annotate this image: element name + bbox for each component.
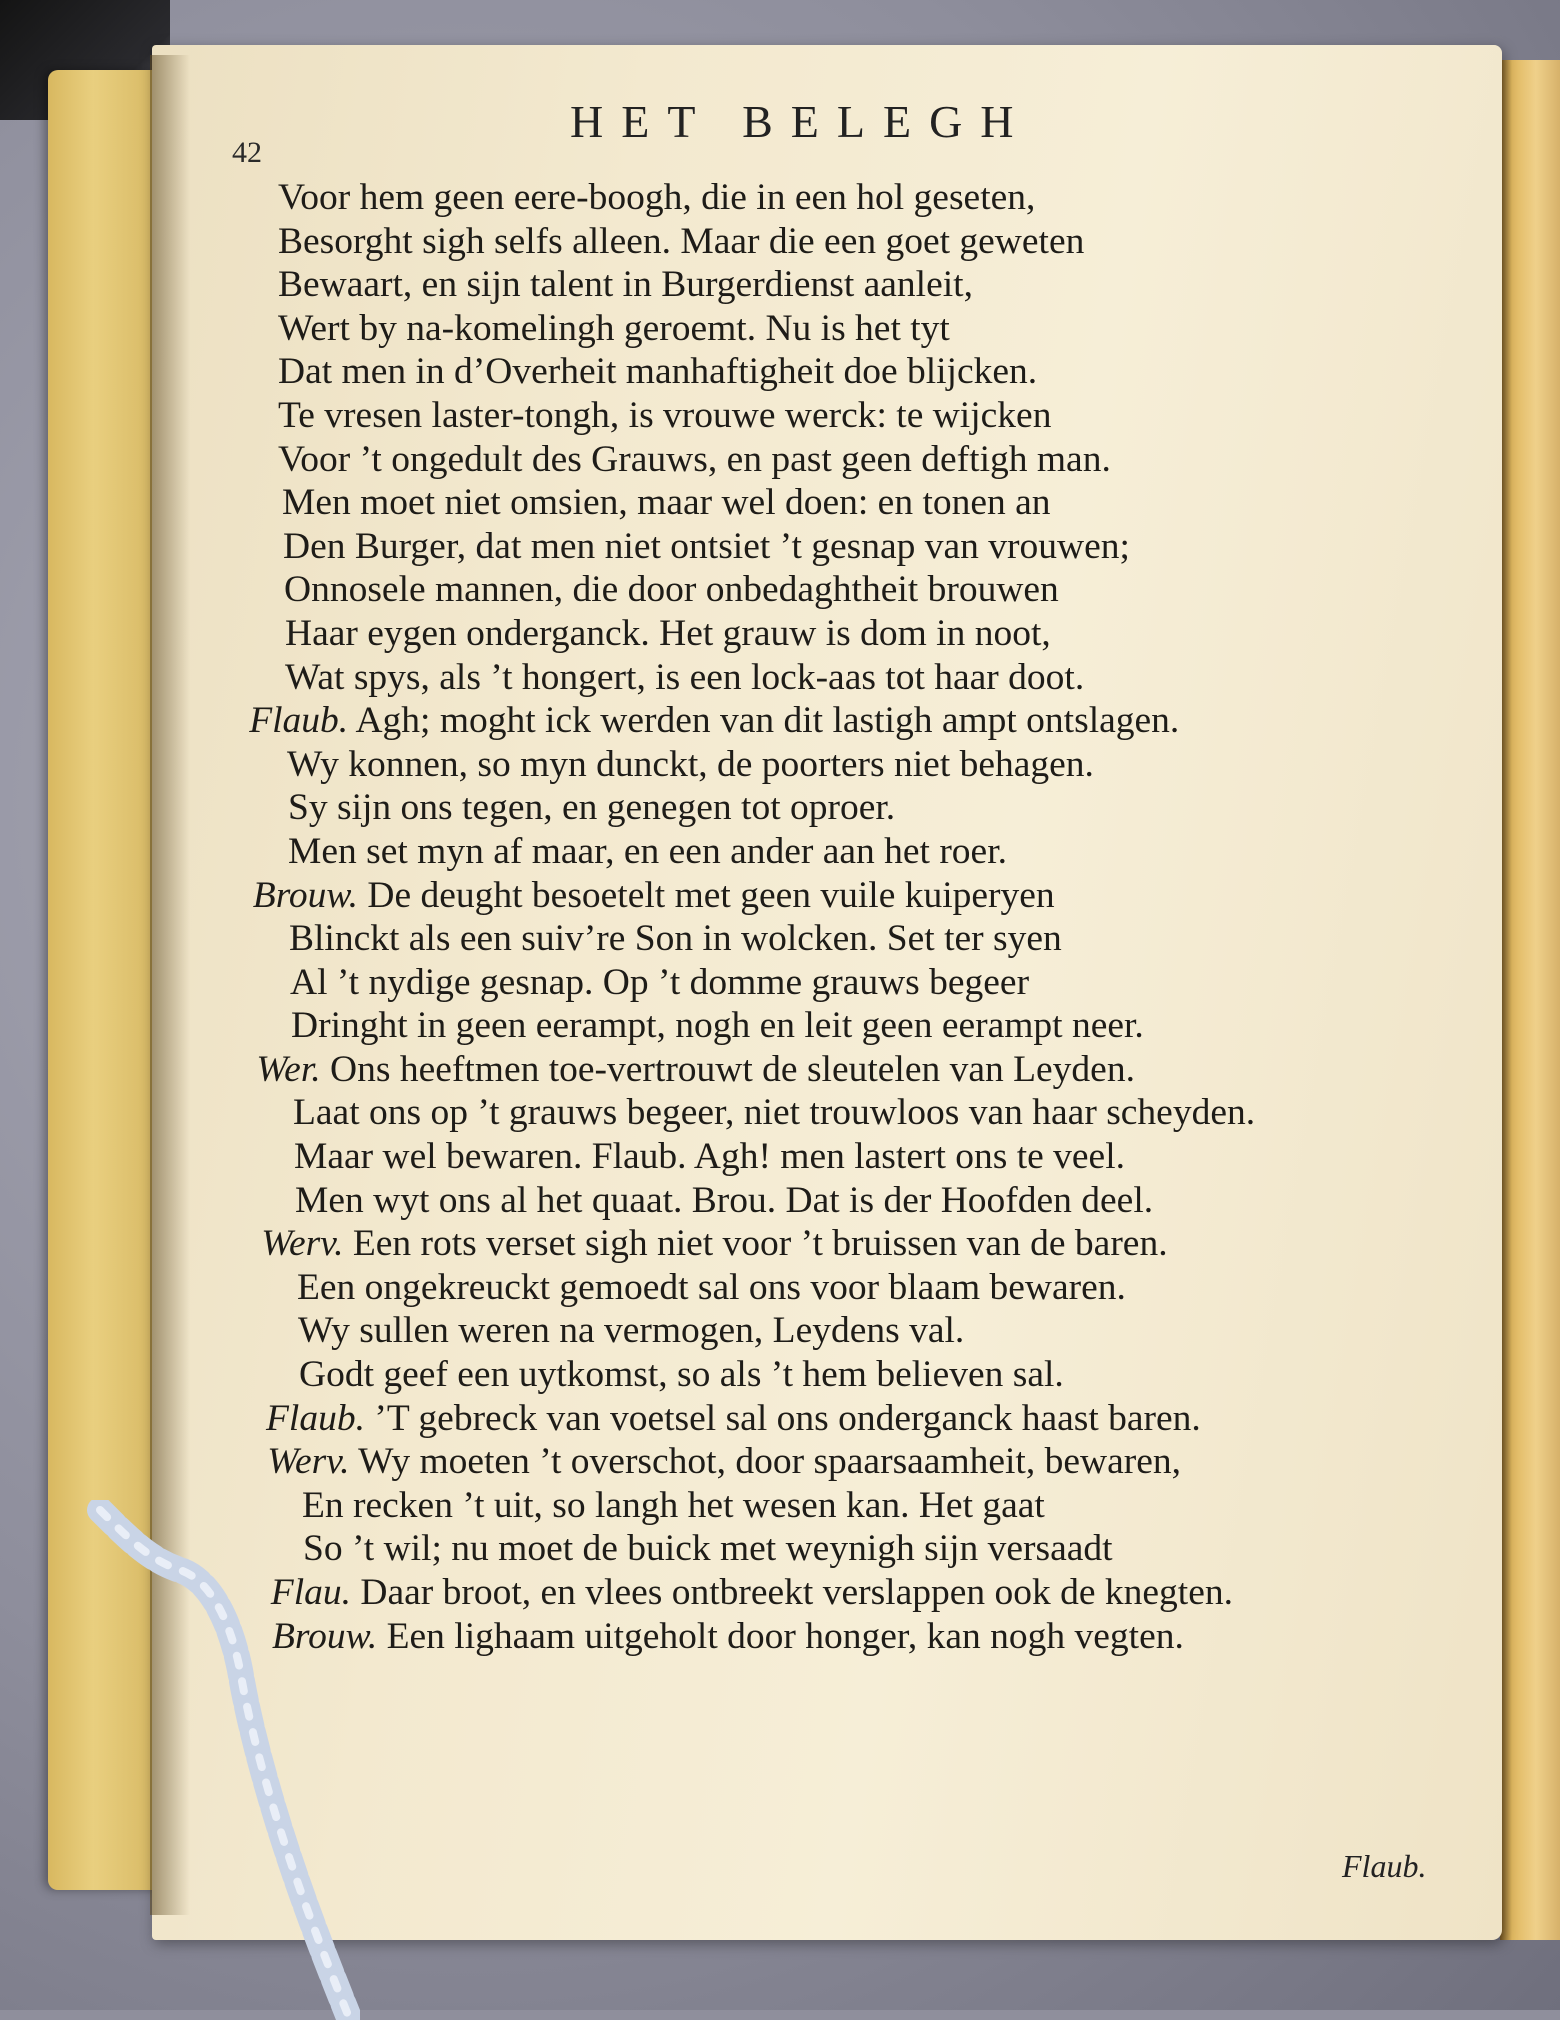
verse-line <box>287 743 1480 787</box>
verse-line-text: Daar broot, en vlees ontbreekt verslappen ook de knegten. <box>360 1572 1233 1613</box>
speaker-label: Flaub. <box>249 700 349 742</box>
verse-line <box>288 786 1480 830</box>
verse-line <box>285 656 1480 700</box>
verse-line-text: Wy sullen weren na vermogen, Leydens val. <box>298 1310 965 1352</box>
verse-line <box>299 1353 1480 1397</box>
verse-line <box>272 1615 1480 1659</box>
verse-line-text: Blinckt als een suiv’re Son in wolcken. Set ter syen <box>289 918 1062 960</box>
speaker-label: Werv. <box>267 1441 350 1483</box>
verse-line <box>261 1222 1480 1266</box>
verse-line <box>294 1135 1480 1179</box>
verse-line-text: Laat ons op ’t grauws begeer, niet trouwloos van haar scheyden. <box>293 1092 1256 1134</box>
verse-line-text: Sy sijn ons tegen, en genegen tot oproer. <box>288 787 896 829</box>
verse-line-text: ’T gebreck van voetsel sal ons onderganck haast baren. <box>374 1397 1201 1439</box>
verse-line-text: Te vresen laster-tongh, is vrouwe werck: te wijcken <box>278 394 1052 436</box>
speaker-label: Brouw. <box>272 1615 378 1657</box>
verse-line <box>288 830 1480 874</box>
verse-line-text: Wert by na-komelingh geroemt. Nu is het tyt <box>278 307 950 349</box>
verse-line <box>289 917 1480 961</box>
verse-line-text: Agh; moght ick werden van dit lastigh ampt ontslagen. <box>355 700 1180 742</box>
verse-line-text: Wy konnen, so myn dunckt, de poorters niet behagen. <box>287 743 1094 785</box>
verse-line-text: Een lighaam uitgeholt door honger, kan nogh vegten. <box>386 1615 1184 1657</box>
verse-line <box>293 1091 1480 1135</box>
verse-line <box>278 307 1480 351</box>
verse-line <box>249 699 1480 743</box>
verse-line-text: En recken ’t uit, so langh het wesen kan. Het gaat <box>302 1484 1045 1526</box>
speaker-label: Brouw. <box>252 874 359 916</box>
verse-line <box>278 350 1480 394</box>
verse-line-text: Al ’t nydige gesnap. Op ’t domme grauws begeer <box>290 961 1030 1003</box>
verse-line <box>271 1571 1480 1615</box>
speaker-label: Werv. <box>261 1223 344 1265</box>
verse-line-text: Men moet niet omsien, maar wel doen: en tonen an <box>282 482 1051 524</box>
verse-line-text: Bewaart, en sijn talent in Burgerdienst aanleit, <box>278 264 973 306</box>
verse-line <box>278 394 1480 438</box>
verse-line <box>283 525 1480 569</box>
verse-line-text: Voor hem geen eere-boogh, die in een hol geseten, <box>278 177 1036 218</box>
verse-line <box>284 568 1480 612</box>
verse-line <box>253 874 1480 918</box>
verse-line-text: Onnosele mannen, die door onbedaghtheit brouwen <box>284 569 1059 611</box>
speaker-label: Flau. <box>270 1572 351 1613</box>
verse-line-text: Wat spys, als ’t hongert, is een lock-aas tot haar doot. <box>285 656 1085 698</box>
running-head: HET BELEGH <box>570 96 1032 147</box>
verse-line-text: Dringht in geen eerampt, nogh en leit geen eerampt neer. <box>291 1005 1144 1047</box>
verse-line-text: Voor ’t ongedult des Grauws, en past geen deftigh man. <box>278 438 1111 480</box>
page-number: 42 <box>232 136 262 169</box>
verse-line-text: Dat men in d’Overheit manhaftigheit doe blijcken. <box>278 351 1038 393</box>
verse-line-text: Een ongekreuckt gemoedt sal ons voor blaam bewaren. <box>297 1266 1126 1308</box>
verse-line-text: Ons heeftmen toe-vertrouwt de sleutelen van Leyden. <box>330 1048 1135 1090</box>
verse-line <box>303 1527 1480 1571</box>
verse-text <box>250 176 1480 1658</box>
verse-line <box>295 1179 1480 1223</box>
verse-line <box>291 1004 1480 1048</box>
gutter-shadow <box>150 55 190 1915</box>
verse-line-text: Godt geef een uytkomst, so als ’t hem believen sal. <box>299 1354 1064 1396</box>
verse-line-text: So ’t wil; nu moet de buick met weynigh sijn versaadt <box>303 1528 1113 1570</box>
verse-line-text: Wy moeten ’t overschot, door spaarsaamheit, bewaren, <box>358 1441 1181 1483</box>
verse-line <box>278 220 1480 264</box>
verse-line <box>282 481 1480 525</box>
verse-line-text: Men wyt ons al het quaat. Brou. Dat is der Hoofden deel. <box>295 1179 1154 1221</box>
verse-line <box>256 1048 1480 1092</box>
verse-line <box>267 1440 1480 1484</box>
verse-line <box>278 438 1480 482</box>
speaker-label: Wer. <box>256 1048 321 1090</box>
verse-line-text: Haar eygen onderganck. Het grauw is dom in noot, <box>285 612 1051 654</box>
catchword: Flaub. <box>1342 1848 1427 1884</box>
verse-line-text: Besorght sigh selfs alleen. Maar die een goet geweten <box>278 220 1085 262</box>
speaker-label: Flaub. <box>266 1397 365 1439</box>
verse-line <box>266 1397 1480 1441</box>
verse-line-text: De deught besoetelt met geen vuile kuiperyen <box>367 874 1055 916</box>
verse-line <box>290 961 1480 1005</box>
verse-line <box>278 263 1480 307</box>
facing-page-edge <box>1500 60 1560 1940</box>
verse-line-text: Den Burger, dat men niet ontsiet ’t gesnap van vrouwen; <box>283 525 1130 567</box>
verse-line <box>297 1266 1480 1310</box>
verse-line <box>298 1309 1480 1353</box>
verse-line-text: Maar wel bewaren. Flaub. Agh! men lastert ons te veel. <box>294 1136 1125 1178</box>
verse-line <box>278 176 1480 220</box>
verse-line-text: Een rots verset sigh niet voor ’t bruissen van de baren. <box>352 1223 1168 1265</box>
verse-line-text: Men set myn af maar, en een ander aan het roer. <box>288 830 1008 872</box>
verse-line <box>302 1484 1480 1528</box>
verse-line <box>285 612 1480 656</box>
